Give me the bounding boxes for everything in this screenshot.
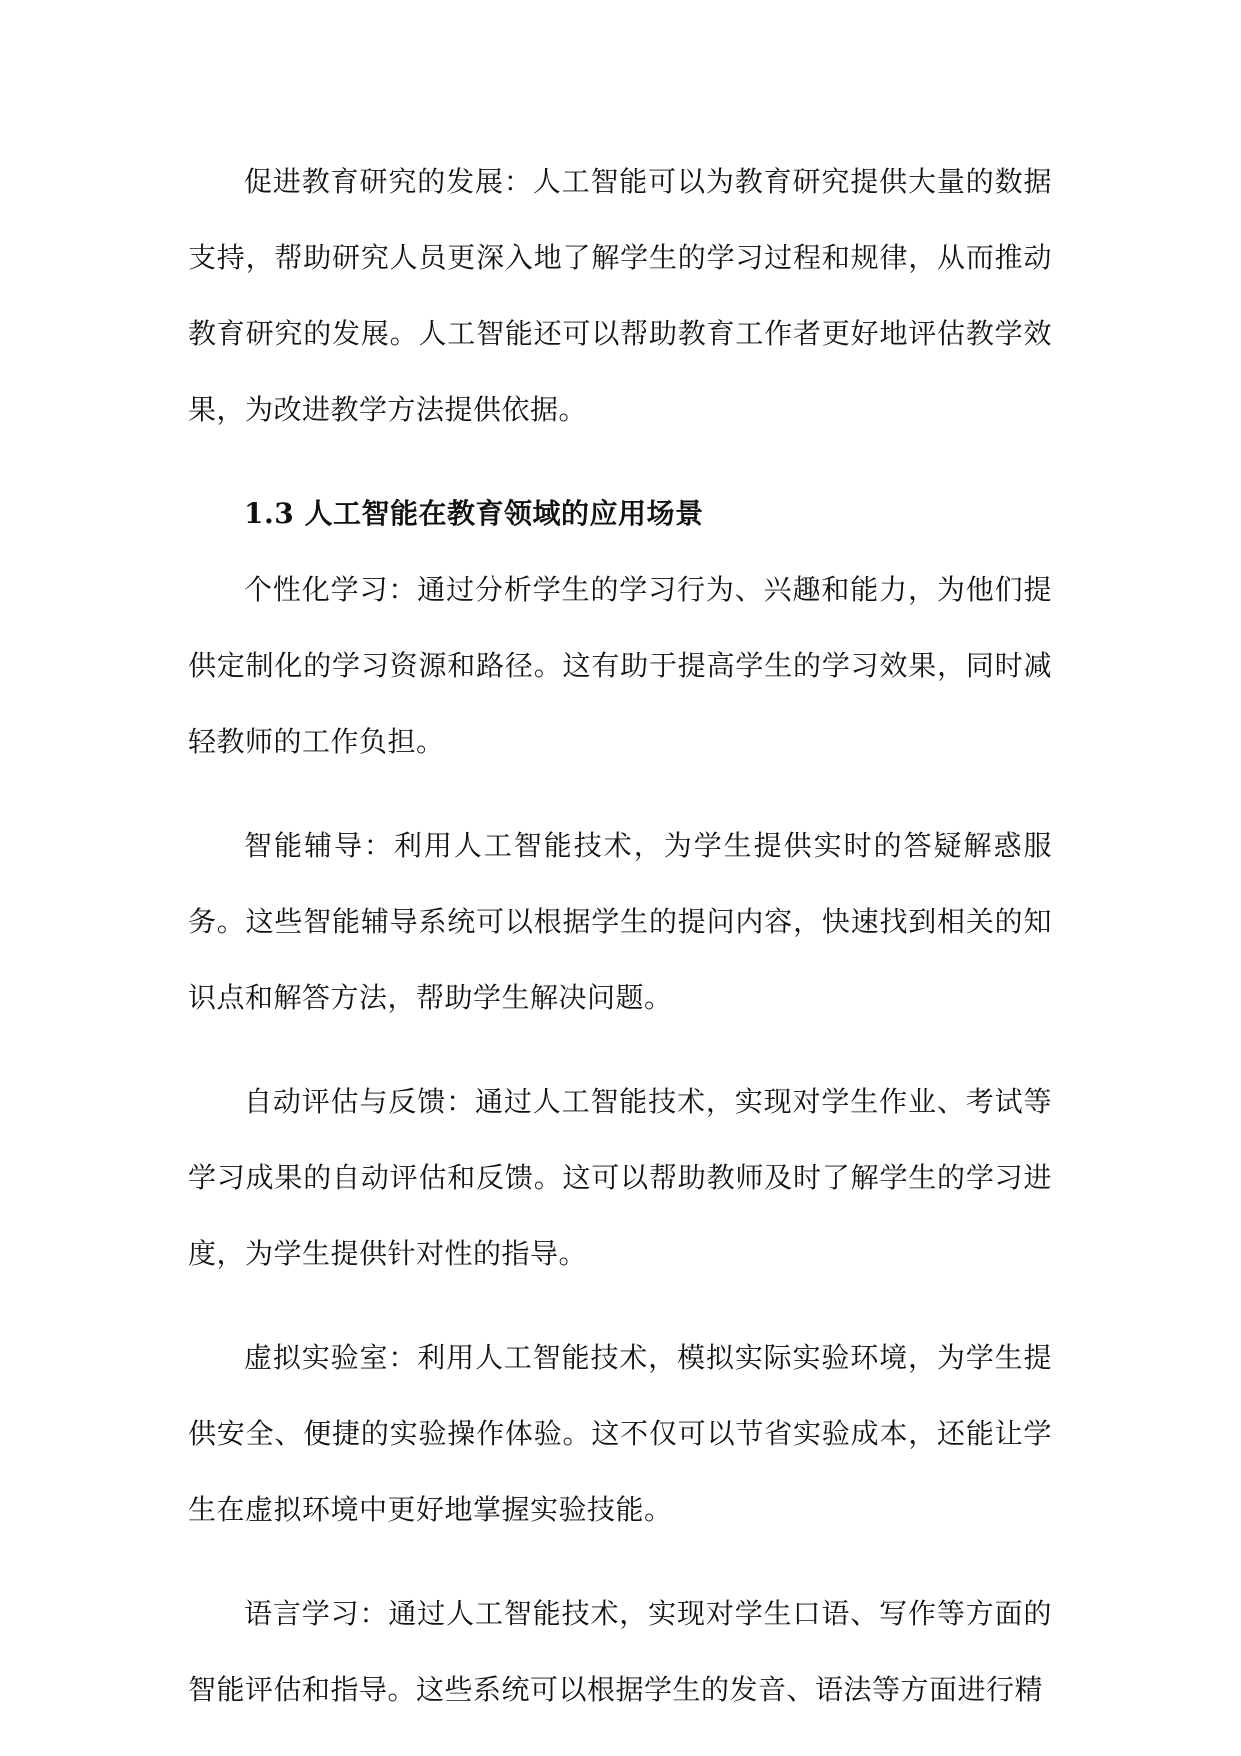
page-content [188, 144, 1052, 1756]
paragraph-personalized-learning: 个性化学习：通过分析学生的学习行为、兴趣和能力，为他们提供定制化的学习资源和路径。这有助于提高学生的学习效果，同时减轻教师的工作负担。 [188, 573, 1052, 758]
paragraph-education-research: 促进教育研究的发展：人工智能可以为教育研究提供大量的数据支持，帮助研究人员更深入地了解学生的学习过程和规律，从而推动教育研究的发展。人工智能还可以帮助教育工作者更好地评估教学效果，为改进教学方法提供依据。 [188, 165, 1052, 426]
paragraph-intelligent-tutoring: 智能辅导：利用人工智能技术，为学生提供实时的答疑解惑服务。这些智能辅导系统可以根据学生的提问内容，快速找到相关的知识点和解答方法，帮助学生解决问题。 [188, 829, 1052, 1014]
paragraph-automatic-assessment: 自动评估与反馈：通过人工智能技术，实现对学生作业、考试等学习成果的自动评估和反馈。这可以帮助教师及时了解学生的学习进度，为学生提供针对性的指导。 [188, 1085, 1052, 1270]
section-heading: 1.3 人工智能在教育领域的应用场景 [244, 497, 704, 530]
paragraph-virtual-lab: 虚拟实验室：利用人工智能技术，模拟实际实验环境，为学生提供安全、便捷的实验操作体验。这不仅可以节省实验成本，还能让学生在虚拟环境中更好地掌握实验技能。 [188, 1341, 1052, 1526]
paragraph-language-learning: 语言学习：通过人工智能技术，实现对学生口语、写作等方面的智能评估和指导。这些系统可以根据学生的发音、语法等方面进行精 [188, 1597, 1052, 1706]
